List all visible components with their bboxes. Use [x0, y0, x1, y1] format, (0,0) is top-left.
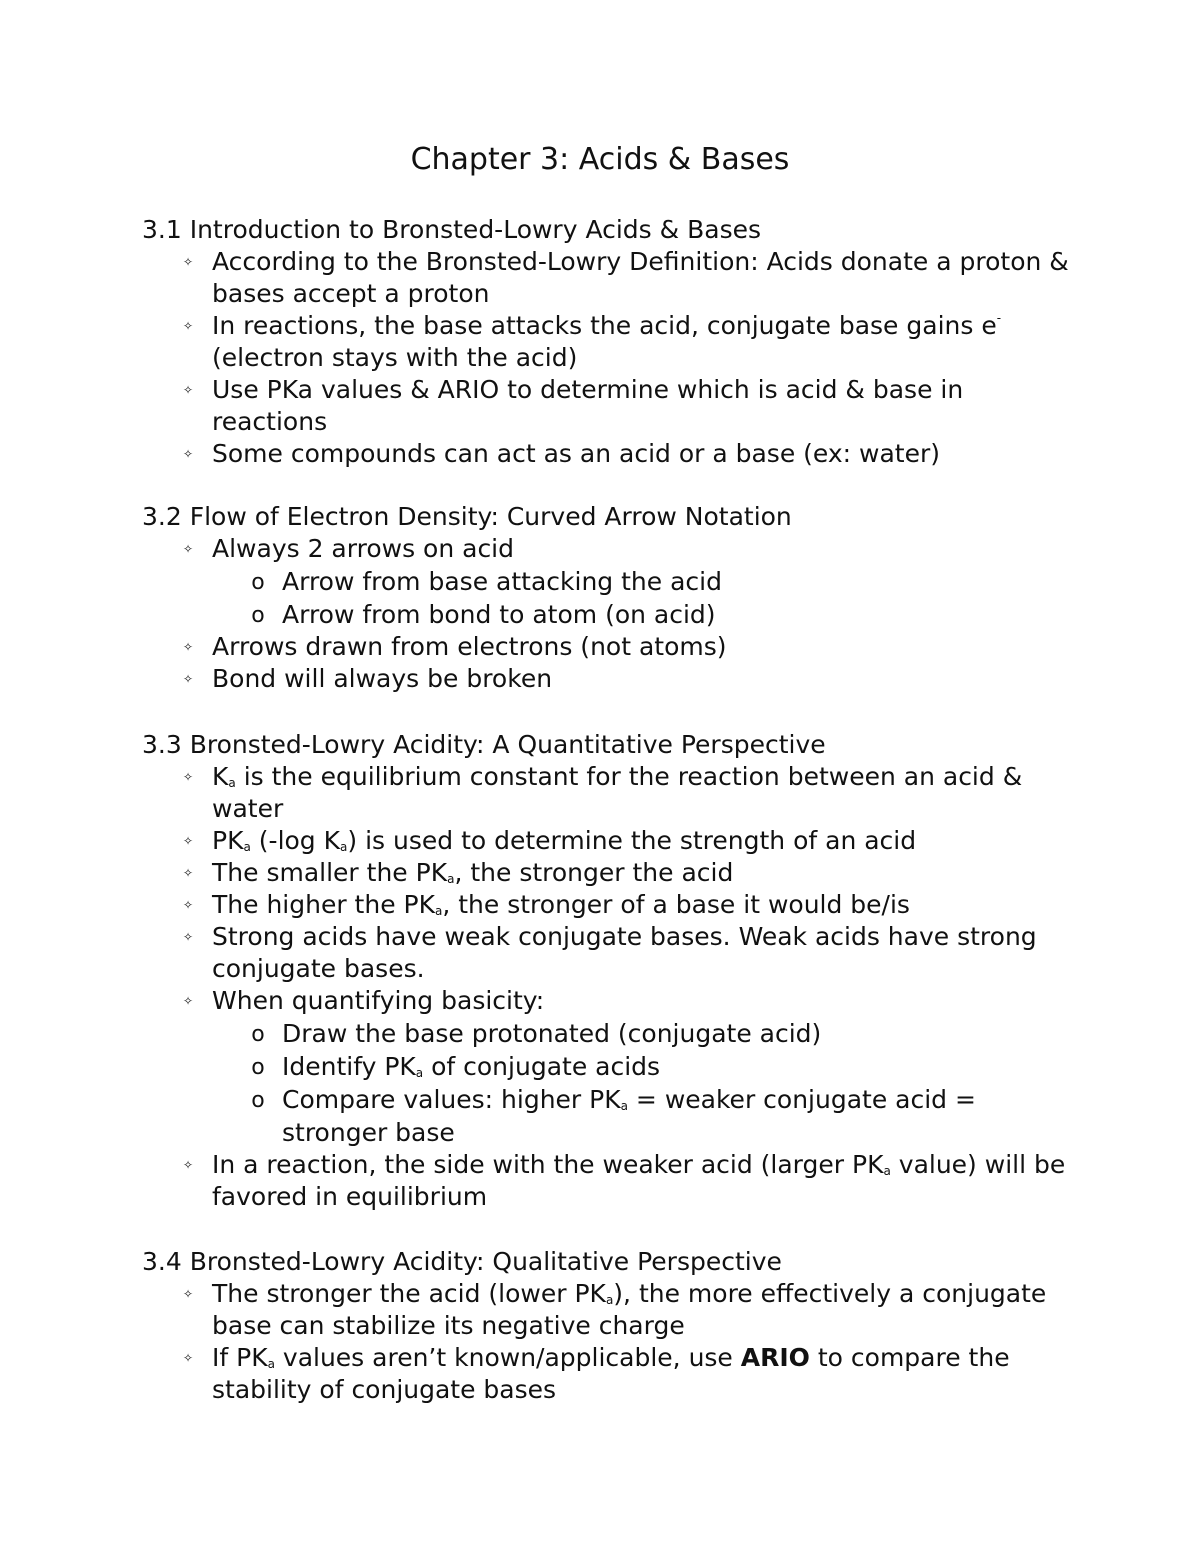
sub-list-item: o Identify $PK_a$ of conjugate acids [212, 1050, 1072, 1083]
list-item: ✧ Always 2 arrows on acid o Arrow from base attacking the acid o Arrow from bond to atom (on acid) [142, 533, 1072, 631]
bullet-icon: ✧ [182, 319, 194, 333]
sub-bullet-icon: o [251, 570, 265, 595]
bullet-icon: ✧ [182, 542, 194, 556]
list-item: ✧ In a reaction, the side with the weaker acid (larger $PK_a$ value) will be favored in equilibrium [142, 1149, 1072, 1213]
sub-bullet-icon: o [251, 1088, 265, 1113]
bullet-icon: ✧ [182, 770, 194, 784]
section-heading: 3.4 Bronsted-Lowry Acidity: Qualitative Perspective [142, 1247, 782, 1276]
list-item: ✧ $K_a$ is the equilibrium constant for the reaction between an acid & water [142, 761, 1072, 825]
section-heading: 3.1 Introduction to Bronsted-Lowry Acids & Bases [142, 215, 761, 244]
bullet-icon: ✧ [182, 930, 194, 944]
list-item: ✧ The higher the $PK_a$, the stronger of a base it would be/is [142, 889, 1072, 921]
list-item: ✧ $PK_a$ (-log $K_a$) is used to determine the strength of an acid [142, 825, 1072, 857]
chapter-title: Chapter 3: Acids & Bases [410, 142, 790, 177]
list-item: ✧ The smaller the $PK_a$, the stronger the acid [142, 857, 1072, 889]
bullet-list [142, 533, 1072, 695]
section-heading: 3.3 Bronsted-Lowry Acidity: A Quantitative Perspective [142, 730, 826, 759]
sub-list-item: o Compare values: higher $PK_a$ = weaker conjugate acid = stronger base [212, 1083, 1072, 1149]
bullet-icon: ✧ [182, 383, 194, 397]
sub-list-item: o Draw the base protonated (conjugate acid) [212, 1017, 1072, 1050]
list-item: ✧ According to the Bronsted-Lowry Definition: Acids donate a proton & bases accept a proton [142, 246, 1072, 310]
section-3-4 [142, 1246, 1072, 1406]
list-item: ✧ Bond will always be broken [142, 663, 1072, 695]
list-item: ✧ If $PK_a$ values aren’t known/applicable, use ARIO to compare the stability of conjugate bases [142, 1342, 1072, 1406]
bullet-icon: ✧ [182, 866, 194, 880]
list-item: ✧ Arrows drawn from electrons (not atoms) [142, 631, 1072, 663]
bullet-list [142, 761, 1072, 1213]
bullet-icon: ✧ [182, 447, 194, 461]
bullet-list [142, 1278, 1072, 1406]
bullet-icon: ✧ [182, 834, 194, 848]
bullet-icon: ✧ [182, 255, 194, 269]
bullet-icon: ✧ [182, 898, 194, 912]
bullet-icon: ✧ [182, 672, 194, 686]
bullet-icon: ✧ [182, 640, 194, 654]
sub-list-item: o Arrow from bond to atom (on acid) [212, 598, 1072, 631]
sub-bullet-list [212, 1017, 1072, 1149]
sub-bullet-icon: o [251, 1055, 265, 1080]
list-item: ✧ Strong acids have weak conjugate bases. Weak acids have strong conjugate bases. [142, 921, 1072, 985]
list-item: ✧ When quantifying basicity: o Draw the base protonated (conjugate acid) o Identify $PK_a$ of conjugate acids o Compare values: higher $PK_a$ = weaker conjugate acid = stronger base [142, 985, 1072, 1149]
sub-bullet-icon: o [251, 1022, 265, 1047]
sub-bullet-list [212, 565, 1072, 631]
list-item: ✧ The stronger the acid (lower $PK_a$), the more effectively a conjugate base can stabilize its negative charge [142, 1278, 1072, 1342]
bullet-icon: ✧ [182, 1287, 194, 1301]
section-heading: 3.2 Flow of Electron Density: Curved Arrow Notation [142, 502, 792, 531]
section-3-2 [142, 501, 1072, 695]
bullet-icon: ✧ [182, 1158, 194, 1172]
sub-bullet-icon: o [251, 603, 265, 628]
bullet-icon: ✧ [182, 1351, 194, 1365]
section-3-1 [142, 214, 1072, 470]
bullet-icon: ✧ [182, 994, 194, 1008]
list-item: ✧ Use PKa values & ARIO to determine which is acid & base in reactions [142, 374, 1072, 438]
section-3-3 [142, 729, 1072, 1213]
list-item: ✧ Some compounds can act as an acid or a base (ex: water) [142, 438, 1072, 470]
sub-list-item: o Arrow from base attacking the acid [212, 565, 1072, 598]
bullet-list [142, 246, 1072, 470]
ario-emphasis: ARIO [740, 1343, 810, 1372]
list-item: ✧ In reactions, the base attacks the acid, conjugate base gains e- (electron stays with the acid) [142, 310, 1072, 374]
